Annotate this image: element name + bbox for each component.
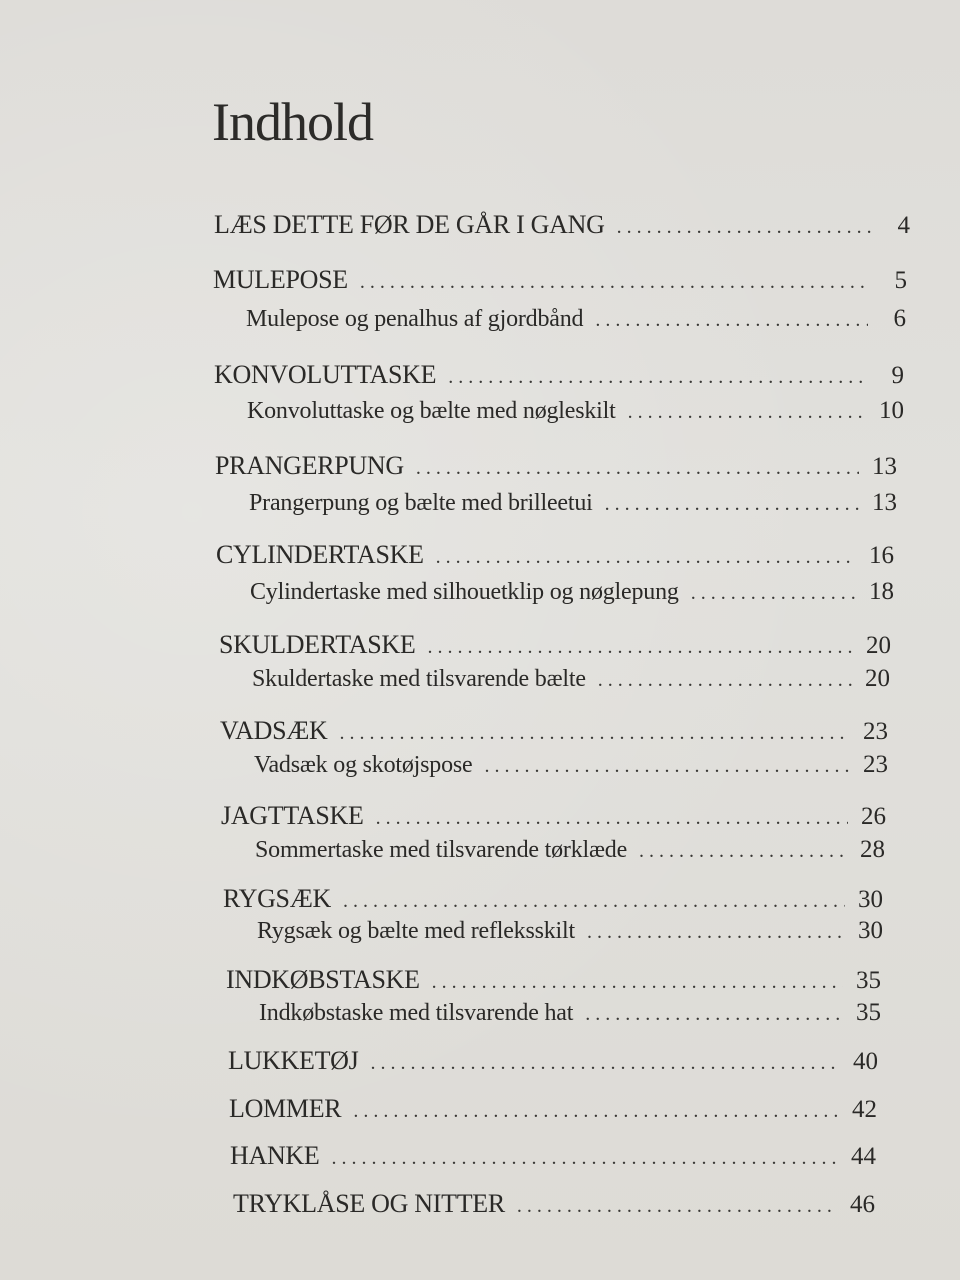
toc-entry [249, 489, 897, 517]
dot-leader [691, 582, 856, 605]
toc-entry-label: Cylindertaske med silhouetklip og nøglepung [250, 579, 679, 605]
toc-page-number: 23 [863, 751, 888, 778]
toc-page-number: 30 [858, 917, 883, 944]
toc-entry [215, 451, 897, 481]
dot-leader [416, 457, 859, 480]
toc-entry [226, 965, 881, 995]
toc-entry [233, 1189, 875, 1219]
toc-entry-label: LOMMER [229, 1094, 342, 1123]
toc-page-number: 4 [897, 212, 910, 239]
dot-leader [427, 636, 853, 659]
toc-entry-label: Prangerpung og bælte med brilleetui [249, 490, 593, 516]
toc-page-number: 5 [894, 267, 907, 294]
toc-entry-label: Skuldertaske med tilsvarende bælte [252, 666, 586, 692]
dot-leader [587, 921, 845, 944]
toc-entry [216, 540, 894, 570]
dot-leader [517, 1195, 837, 1218]
toc-entry-label: HANKE [230, 1141, 320, 1170]
dot-leader [340, 722, 850, 745]
toc-entry-label: Rygsæk og bælte med refleksskilt [257, 918, 575, 944]
dot-leader [628, 401, 866, 424]
toc-entry-label: Konvoluttaske og bælte med nøgleskilt [247, 398, 616, 424]
toc-page-number: 42 [852, 1096, 877, 1123]
toc-entry-label: JAGTTASKE [221, 801, 364, 830]
dot-leader [360, 271, 869, 294]
dot-leader [617, 216, 872, 239]
dot-leader [436, 546, 856, 569]
toc-entry [254, 751, 888, 779]
dot-leader [376, 807, 848, 830]
toc-page-number: 10 [879, 397, 904, 424]
toc-entry [221, 801, 886, 831]
toc-entry-label: MULEPOSE [213, 265, 348, 294]
toc-page-number: 23 [863, 718, 888, 745]
toc-entry [255, 836, 885, 864]
toc-page-number: 20 [865, 665, 890, 692]
toc-page-number: 44 [851, 1143, 876, 1170]
toc-entry-label: RYGSÆK [223, 884, 332, 913]
toc-entry [214, 210, 910, 240]
dot-leader [353, 1100, 839, 1123]
dot-leader [639, 840, 847, 863]
toc-page-number: 13 [872, 489, 897, 516]
toc-page-number: 35 [856, 999, 881, 1026]
toc-entry-label: LUKKETØJ [228, 1046, 359, 1075]
dot-leader [595, 309, 868, 332]
dot-leader [605, 493, 859, 516]
toc-entry [213, 265, 907, 295]
page-title: Indhold [212, 92, 373, 152]
toc-page-number: 20 [866, 632, 891, 659]
toc-page-number: 16 [869, 542, 894, 569]
toc-entry-label: CYLINDERTASKE [216, 540, 424, 569]
toc-entry [252, 665, 890, 693]
toc-page-number: 26 [861, 803, 886, 830]
toc-entry-label: INDKØBSTASKE [226, 965, 420, 994]
toc-page-number: 6 [893, 305, 906, 332]
dot-leader [370, 1052, 840, 1075]
toc-entry-label: Sommertaske med tilsvarende tørklæde [255, 837, 628, 863]
toc-entry-label: SKULDERTASKE [219, 630, 416, 659]
toc-page-number: 18 [869, 578, 894, 605]
toc-entry [257, 917, 883, 945]
toc-page-number: 9 [891, 362, 904, 389]
toc-entry [220, 716, 888, 746]
toc-page-number: 35 [856, 967, 881, 994]
toc-entry-label: TRYKLÅSE OG NITTER [233, 1189, 505, 1218]
toc-entry-label: LÆS DETTE FØR DE GÅR I GANG [214, 210, 605, 239]
toc-page-number: 46 [850, 1191, 875, 1218]
dot-leader [484, 755, 850, 778]
dot-leader [432, 971, 843, 994]
dot-leader [343, 890, 845, 913]
toc-page-number: 13 [872, 453, 897, 480]
dot-leader [598, 669, 852, 692]
toc-entry [214, 360, 904, 390]
toc-entry [259, 999, 881, 1027]
toc-entry-label: Vadsæk og skotøjspose [254, 752, 473, 778]
dot-leader [585, 1003, 843, 1026]
toc-entry [246, 305, 906, 333]
toc-entry [250, 578, 894, 606]
toc-entry [229, 1094, 877, 1124]
toc-entry-label: Mulepose og penalhus af gjordbånd [246, 306, 584, 332]
toc-entry [230, 1141, 876, 1171]
toc-entry-label: PRANGERPUNG [215, 451, 404, 480]
dot-leader [332, 1147, 839, 1170]
toc-entry-label: VADSÆK [220, 716, 328, 745]
toc-entry-label: Indkøbstaske med tilsvarende hat [259, 1000, 574, 1026]
toc-page-number: 30 [858, 886, 883, 913]
toc-entry [228, 1046, 878, 1076]
toc-entry [247, 397, 904, 425]
toc-entry [223, 884, 883, 914]
toc-page-number: 28 [860, 836, 885, 863]
toc-entry [219, 630, 891, 660]
toc-entry-label: KONVOLUTTASKE [214, 360, 437, 389]
dot-leader [448, 366, 866, 389]
toc-page-number: 40 [853, 1048, 878, 1075]
